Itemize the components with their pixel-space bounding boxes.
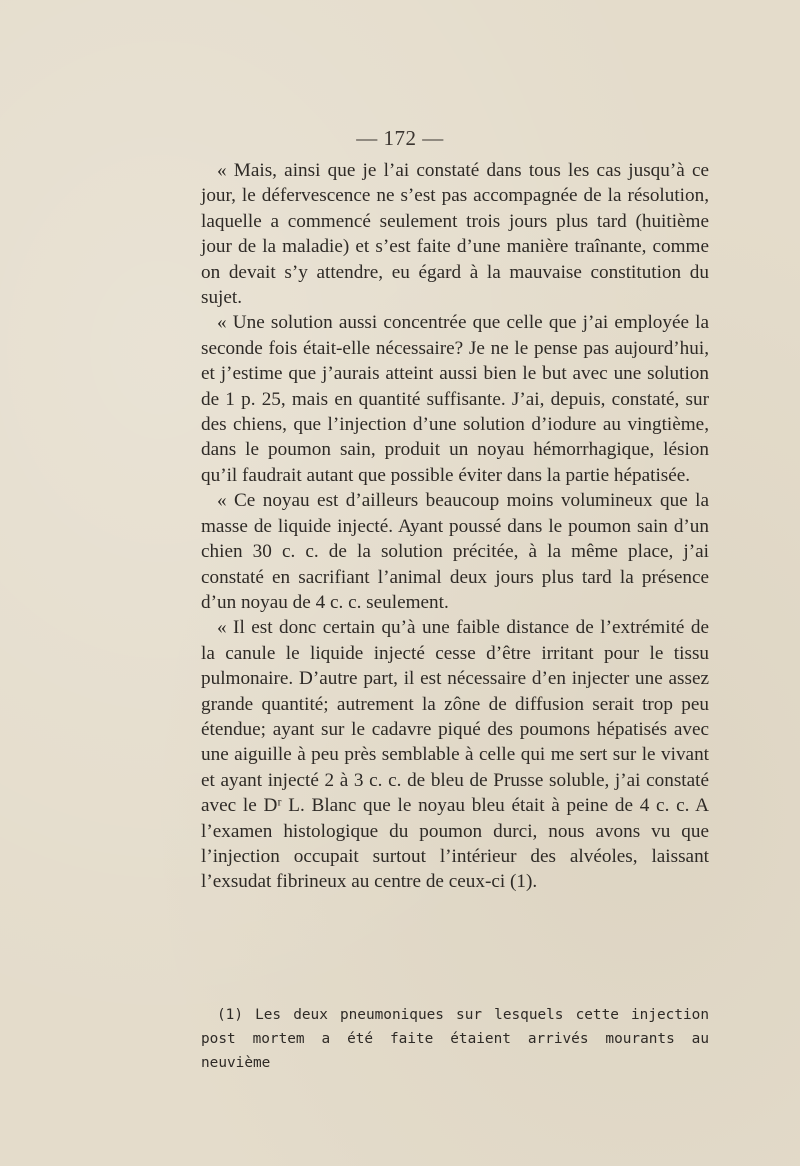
paragraph: « Mais, ainsi que je l’ai constaté dans tous les cas jusqu’à ce jour, le défervescence ne s’est pas accompagnée de la résolution, laquelle a commencé seulement trois jours plus tard (huitième jour de la maladie) et s’est faite d’une manière traînante, comme on devait s’y attendre, eu égard à la mauvaise constitution du sujet.	[201, 160, 709, 309]
footnote-text: (1) Les deux pneumoniques sur lesquels cette injection post mortem a été faite étaient arrivés mourants au neuvième	[201, 1007, 709, 1071]
body-text	[201, 158, 709, 895]
page-number: — 172 —	[356, 126, 444, 150]
footnote	[201, 1003, 709, 1075]
paragraph: « Ce noyau est d’ailleurs beaucoup moins volumineux que la masse de liquide injecté. Ayant poussé dans le poumon sain d’un chien 30 c. c. de la solution précitée, à la même place, j’ai constaté en sacrifiant l’animal deux jours plus tard la présence d’un noyau de 4 c. c. seulement.	[201, 490, 709, 613]
paragraph: « Une solution aussi concentrée que celle que j’ai employée la seconde fois était-elle nécessaire? Je ne le pense pas aujourd’hui, et j’estime que j’aurais atteint aussi bien le but avec une solution de 1 p. 25, mais en quantité suffisante. J’ai, depuis, constaté, sur des chiens, que l’injection d’une solution d’iodure au vingtième, dans le poumon sain, produit un noyau hémorrhagique, lésion qu’il faudrait autant que possible éviter dans la partie hépatisée.	[201, 312, 709, 486]
paragraph: « Il est donc certain qu’à une faible distance de l’extrémité de la canule le liquide injecté cesse d’être irritant pour le tissu pulmonaire. D’autre part, il est nécessaire d’en injecter une assez grande quantité; autrement la zône de diffusion serait trop peu étendue; ayant sur le cadavre piqué des poumons hépatisés avec une aiguille à peu près semblable à celle qui me sert sur le vivant et ayant injecté 2 à 3 c. c. de bleu de Prusse soluble, j’ai constaté avec le Dʳ L. Blanc que le noyau bleu était à peine de 4 c. c. A l’examen histologique du poumon durci, nous avons vu que l’injection occupait surtout l’intérieur des alvéoles, laissant l’exsudat fibrineux au centre de ceux-ci (1).	[201, 617, 709, 893]
